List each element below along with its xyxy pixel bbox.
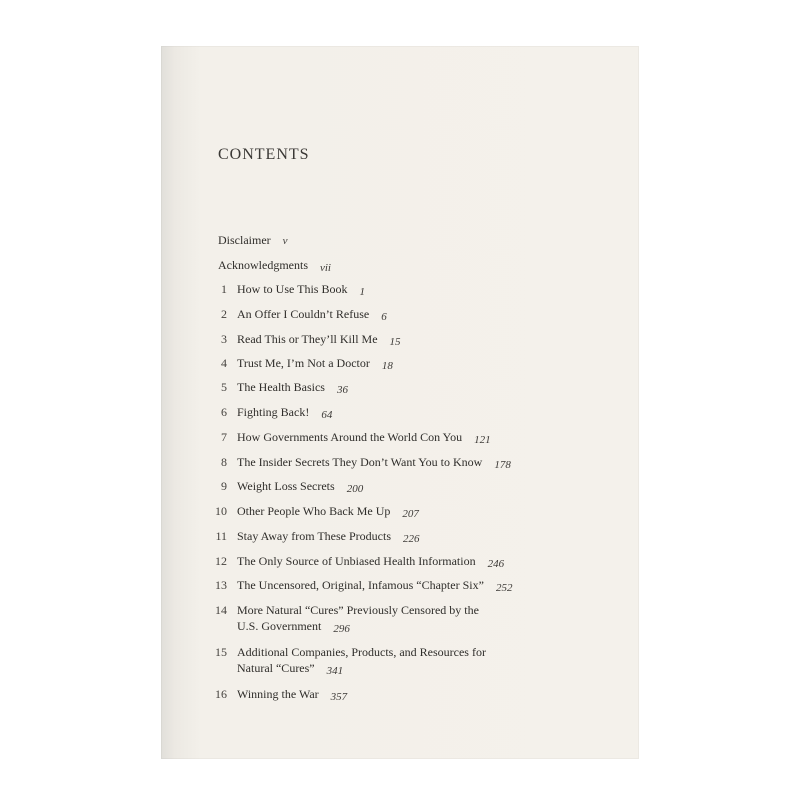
toc-entry-title: An Offer I Couldn’t Refuse <box>237 307 370 321</box>
toc-entry-page: 252 <box>495 582 513 594</box>
toc-entry-title: Trust Me, I’m Not a Doctor <box>237 356 370 370</box>
table-of-contents <box>161 46 639 759</box>
toc-entry-page: 15 <box>389 336 401 348</box>
toc-entry-title: Weight Loss Secrets <box>237 479 335 493</box>
chapter-number: 14 <box>215 603 227 617</box>
toc-entry-page: 246 <box>487 558 505 570</box>
toc-entry-title: Other People Who Back Me Up <box>237 504 391 518</box>
toc-entry-page: 296 <box>333 623 350 635</box>
toc-entry-page: 341 <box>326 665 344 677</box>
toc-entry-title: Stay Away from These Products <box>237 529 391 543</box>
chapter-number: 10 <box>215 504 227 518</box>
toc-entry-page: 226 <box>403 533 420 545</box>
chapter-number: 2 <box>221 307 227 321</box>
toc-entry-page: 6 <box>381 311 387 323</box>
toc-entry-page: 357 <box>330 691 348 703</box>
chapter-number: 4 <box>221 356 227 370</box>
toc-entry-page: 1 <box>359 286 365 298</box>
chapter-number: 9 <box>221 479 227 493</box>
chapter-number: 7 <box>221 430 227 444</box>
toc-entry-title: The Health Basics <box>237 380 325 394</box>
toc-entry-title: The Insider Secrets They Don’t Want You to Know <box>237 455 483 469</box>
chapter-number: 1 <box>221 282 227 296</box>
toc-entry-page: 18 <box>381 360 393 372</box>
toc-entry-title: How Governments Around the World Con You <box>237 430 463 444</box>
chapter-number: 12 <box>215 554 227 568</box>
chapter-number: 11 <box>215 529 227 543</box>
toc-entry-title-line-2: U.S. Government <box>237 619 322 633</box>
toc-entry-page: 200 <box>346 483 364 495</box>
chapter-number: 5 <box>221 380 227 394</box>
toc-entry-title: Acknowledgments <box>218 258 308 272</box>
toc-entry-title: How to Use This Book <box>237 282 348 296</box>
book-page <box>161 46 639 759</box>
toc-entry-title: The Uncensored, Original, Infamous “Chapter Six” <box>237 578 484 592</box>
toc-entry-title-line-1: Additional Companies, Products, and Resources for <box>237 645 486 659</box>
toc-entry-page: v <box>282 235 288 247</box>
chapter-number: 16 <box>215 687 227 701</box>
toc-entry-title: Fighting Back! <box>237 405 310 419</box>
toc-entry-page: 121 <box>474 434 491 446</box>
chapter-number: 3 <box>221 332 227 346</box>
chapter-number: 6 <box>221 405 227 419</box>
toc-entry-title-line-2: Natural “Cures” <box>237 661 315 675</box>
chapter-number: 13 <box>215 578 227 592</box>
toc-entry-page: 178 <box>494 459 511 471</box>
toc-entry-page: 207 <box>402 508 419 520</box>
toc-entry-title-line-1: More Natural “Cures” Previously Censored by the <box>237 603 479 617</box>
chapter-number: 15 <box>215 645 227 659</box>
toc-entry-page: 36 <box>336 384 348 396</box>
chapter-number: 8 <box>221 455 227 469</box>
toc-entry-title: Disclaimer <box>218 233 271 247</box>
toc-entry-title: Winning the War <box>237 687 319 701</box>
toc-entry-title: The Only Source of Unbiased Health Information <box>237 554 476 568</box>
toc-entry-page: vii <box>319 262 331 274</box>
toc-entry-title: Read This or They’ll Kill Me <box>237 332 378 346</box>
toc-entry-page: 64 <box>321 409 333 421</box>
contents-heading: CONTENTS <box>218 146 310 163</box>
